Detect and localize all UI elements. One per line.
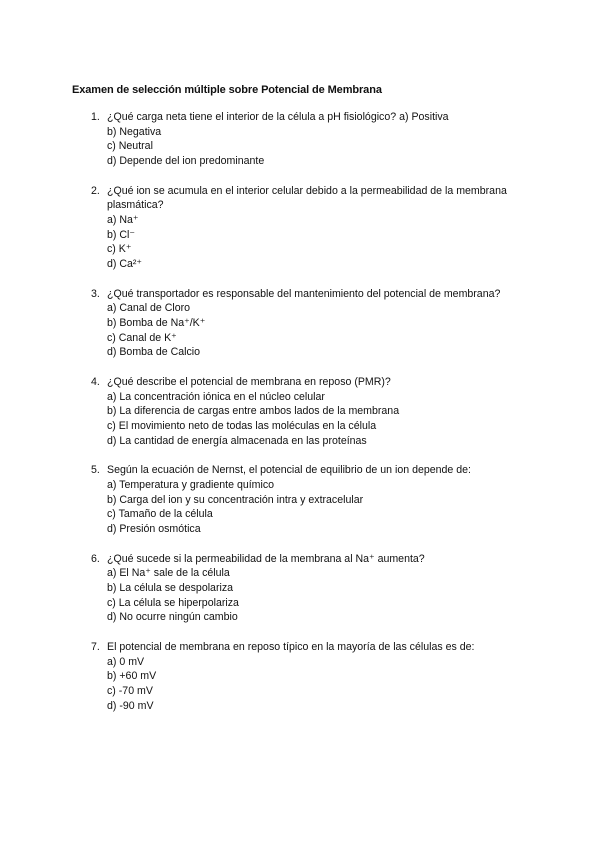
option-d: d) No ocurre ningún cambio xyxy=(107,611,238,624)
question-stem: ¿Qué ion se acumula en el interior celular debido a la permeabilidad de la membrana plasmática? xyxy=(107,184,507,212)
option-c: c) Canal de K⁺ xyxy=(107,331,177,344)
option-d: d) Bomba de Calcio xyxy=(107,346,201,359)
option-a: a) 0 mV xyxy=(107,655,145,668)
option-c: c) La célula se hiperpolariza xyxy=(107,596,239,609)
option-c: c) K⁺ xyxy=(107,243,132,256)
question-number: 1. xyxy=(91,111,100,123)
option-d: d) Presión osmótica xyxy=(107,523,201,536)
question-list xyxy=(72,110,542,728)
option-b: b) La célula se despolariza xyxy=(107,581,234,594)
option-a: a) El Na⁺ sale de la célula xyxy=(107,567,230,580)
question-7 xyxy=(72,640,542,714)
option-c: c) Neutral xyxy=(107,140,153,153)
option-a: a) Canal de Cloro xyxy=(107,302,191,315)
question-number: 3. xyxy=(91,287,100,300)
question-1 xyxy=(72,110,542,169)
option-d: d) La cantidad de energía almacenada en las proteínas xyxy=(107,434,367,447)
question-4 xyxy=(72,375,542,449)
question-stem: ¿Qué sucede si la permeabilidad de la membrana al Na⁺ aumenta? xyxy=(107,552,425,565)
option-b: b) Cl⁻ xyxy=(107,228,135,241)
question-number: 5. xyxy=(91,464,100,477)
option-d: d) Depende del ion predominante xyxy=(107,155,265,168)
option-b: b) Carga del ion y su concentración intra y extracelular xyxy=(107,493,364,506)
question-number: 4. xyxy=(91,375,100,388)
question-stem: ¿Qué carga neta tiene el interior de la célula a pH fisiológico? xyxy=(107,111,397,123)
question-stem: ¿Qué describe el potencial de membrana en reposo (PMR)? xyxy=(107,375,391,388)
option-b: b) Bomba de Na⁺/K⁺ xyxy=(107,317,206,330)
option-a: a) La concentración iónica en el núcleo celular xyxy=(107,390,325,403)
question-number: 2. xyxy=(91,184,100,197)
option-d: d) Ca²⁺ xyxy=(107,258,143,271)
option-c: c) El movimiento neto de todas las moléculas en la célula xyxy=(107,420,377,433)
option-d: d) -90 mV xyxy=(107,699,154,712)
option-b: b) Negativa xyxy=(107,125,162,138)
option-c: c) Tamaño de la célula xyxy=(107,508,213,521)
question-stem: El potencial de membrana en reposo típico en la mayoría de las células es de: xyxy=(107,640,475,653)
question-number: 6. xyxy=(91,552,100,565)
question-3 xyxy=(72,287,542,361)
question-stem: Según la ecuación de Nernst, el potencial de equilibrio de un ion depende de: xyxy=(107,464,471,477)
question-stem: ¿Qué transportador es responsable del mantenimiento del potencial de membrana? xyxy=(107,287,501,300)
question-5 xyxy=(72,463,542,537)
option-a: a) Positiva xyxy=(399,111,449,123)
question-number: 7. xyxy=(91,640,100,653)
option-b: b) La diferencia de cargas entre ambos lados de la membrana xyxy=(107,405,400,418)
option-c: c) -70 mV xyxy=(107,684,153,697)
option-a: a) Na⁺ xyxy=(107,214,139,227)
option-b: b) +60 mV xyxy=(107,670,157,683)
question-6 xyxy=(72,552,542,626)
question-2 xyxy=(72,184,542,272)
option-a: a) Temperatura y gradiente químico xyxy=(107,478,275,491)
exam-title: Examen de selección múltiple sobre Potencial de Membrana xyxy=(72,84,382,96)
